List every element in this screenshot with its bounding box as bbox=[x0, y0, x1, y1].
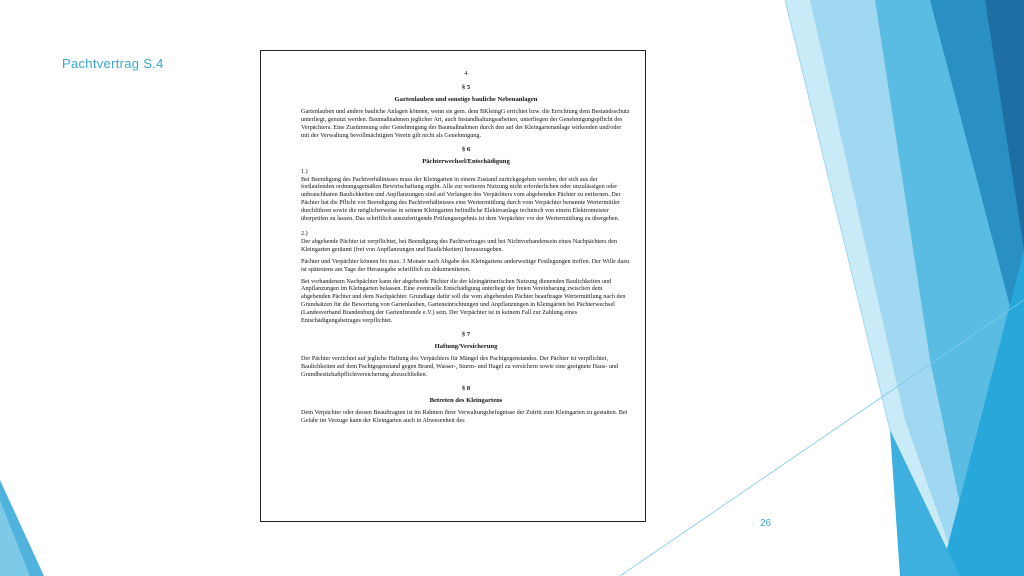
page-number: 4 bbox=[464, 70, 468, 77]
section-number: § 5 bbox=[461, 84, 471, 91]
paragraph: Bei vorhandenem Nachpächter kann der abgebende Pächter die der kleingärtnerischen Nutzung dienenden Baulichkeiten und Anpflanzungen im Kleingarten belassen. Eine eventuelle Entschädigung unterliegt der freien Vereinbarung zwischen dem abgebenden Pächter und dem Nachpächter. Grundlage dafür soll die vom abgebenden Pächter beauftragte Wertermittlung nach den Grundsätzen für die Bewertung von Gartenlauben, Garteneinrichtungen und Anpflanzungen in Kleingärten bei Pächterwechsel (Landesverband Brandenburg der Gartenfreunde e.V.) sein. Der Verpächter ist in keinem Fall zur Zahlung eines Entschädigungsbetrages verpflichtet. bbox=[301, 277, 626, 325]
paragraph: Pächter und Verpächter können bis max. 3 Monate nach Abgabe des Kleingartens anderweitige Festlegungen treffen. Der Wille dazu ist spätestens am Tage der Herausgabe schriftlich zu dokumentieren. bbox=[301, 257, 630, 273]
document-scan bbox=[260, 50, 646, 522]
section-heading: Haftung/Versicherung bbox=[434, 342, 498, 350]
paragraph: Bei Beendigung des Pachtverhältnisses muss der Kleingarten in einem Zustand zurückgegeben werden, der sich aus der fortlaufenden ordnungsgemäßen Bewirtschaftung ergibt. Alle zur weiteren Nutzung nicht erforderlichen oder unzulässigen oder unbrauchbaren Baulichkeiten und Anpflanzungen sind auf Verlangen des Verpächters vom abgebenden Pächter zu entfernen. Der Pächter hat die Pflicht vor Beendigung des Pachtverhältnisses eine Wertermittlung durch vom Verpächter benannte Wertermittler durchführen sowie die möglicherweise in seinem Kleingarten befindliche Elektroanlage technisch von einem Elektromeister überprüfen zu lassen. Das schriftlich auszufertigende Prüfungsergebnis ist dem Verpächter vor der Wertermittlung zu übergeben. bbox=[301, 175, 621, 223]
section-heading: Pächterwechsel/Entschädigung bbox=[422, 157, 510, 165]
paragraph: Gartenlauben und andere bauliche Anlagen können, wenn sie gem. dem BKleingG errichtet bzw. die Errichtung dem Bestandsschutz unterliegt, genutzt werden. Baumaßnahmen jeglicher Art, auch Instandhaltungsarbeiten, unterliegen der Genehmigungspflicht des Verpächters. Eine Zustimmung oder Genehmigung der Baumaßnahmen durch den auf der Kleingartenanlage wirkenden und/oder mit der Verwaltung bevollmächtigten Verein gilt nicht als Genehmigung. bbox=[301, 108, 630, 139]
slide-number: 26 bbox=[760, 518, 772, 529]
paragraph: Der abgebende Pächter ist verpflichtet, bei Beendigung des Pachtvertrages und bei Nichtvorhandensein eines Nachpächters den Kleingarten geräumt (frei von Anpflanzungen und Baulichkeiten) herauszugeben. bbox=[301, 237, 617, 253]
slide-title: Pachtvertrag S.4 bbox=[62, 56, 164, 71]
section-number: § 7 bbox=[461, 330, 471, 338]
list-label: 2.) bbox=[301, 229, 308, 237]
paragraph: Der Pächter verzichtet auf jegliche Haftung des Verpächters für Mängel des Pachtgegenstandes. Der Pächter ist verpflichtet, Baulichkeiten auf dem Pachtgegenstand gegen Brand, Wasser-, Sturm- und Hagel zu versichern sowie eine geeignete Haus- und Grundbesitzhaftpflichtversicherung abzuschließen. bbox=[301, 354, 619, 378]
section-heading: Gartenlauben und sonstige bauliche Nebenanlagen bbox=[394, 96, 538, 103]
section-heading: Betreten des Kleingartens bbox=[429, 396, 503, 404]
paragraph: Dem Verpächter oder dessen Beauftragten ist im Rahmen ihrer Verwaltungsbefugnisse der Zutritt zum Kleingarten zu gestatten. Bei Gefahr im Verzuge kann der Kleingarten auch in Abwesenheit des bbox=[301, 408, 628, 424]
section-number: § 6 bbox=[461, 145, 471, 153]
section-number: § 8 bbox=[461, 384, 471, 392]
list-label: 1.) bbox=[301, 167, 308, 175]
